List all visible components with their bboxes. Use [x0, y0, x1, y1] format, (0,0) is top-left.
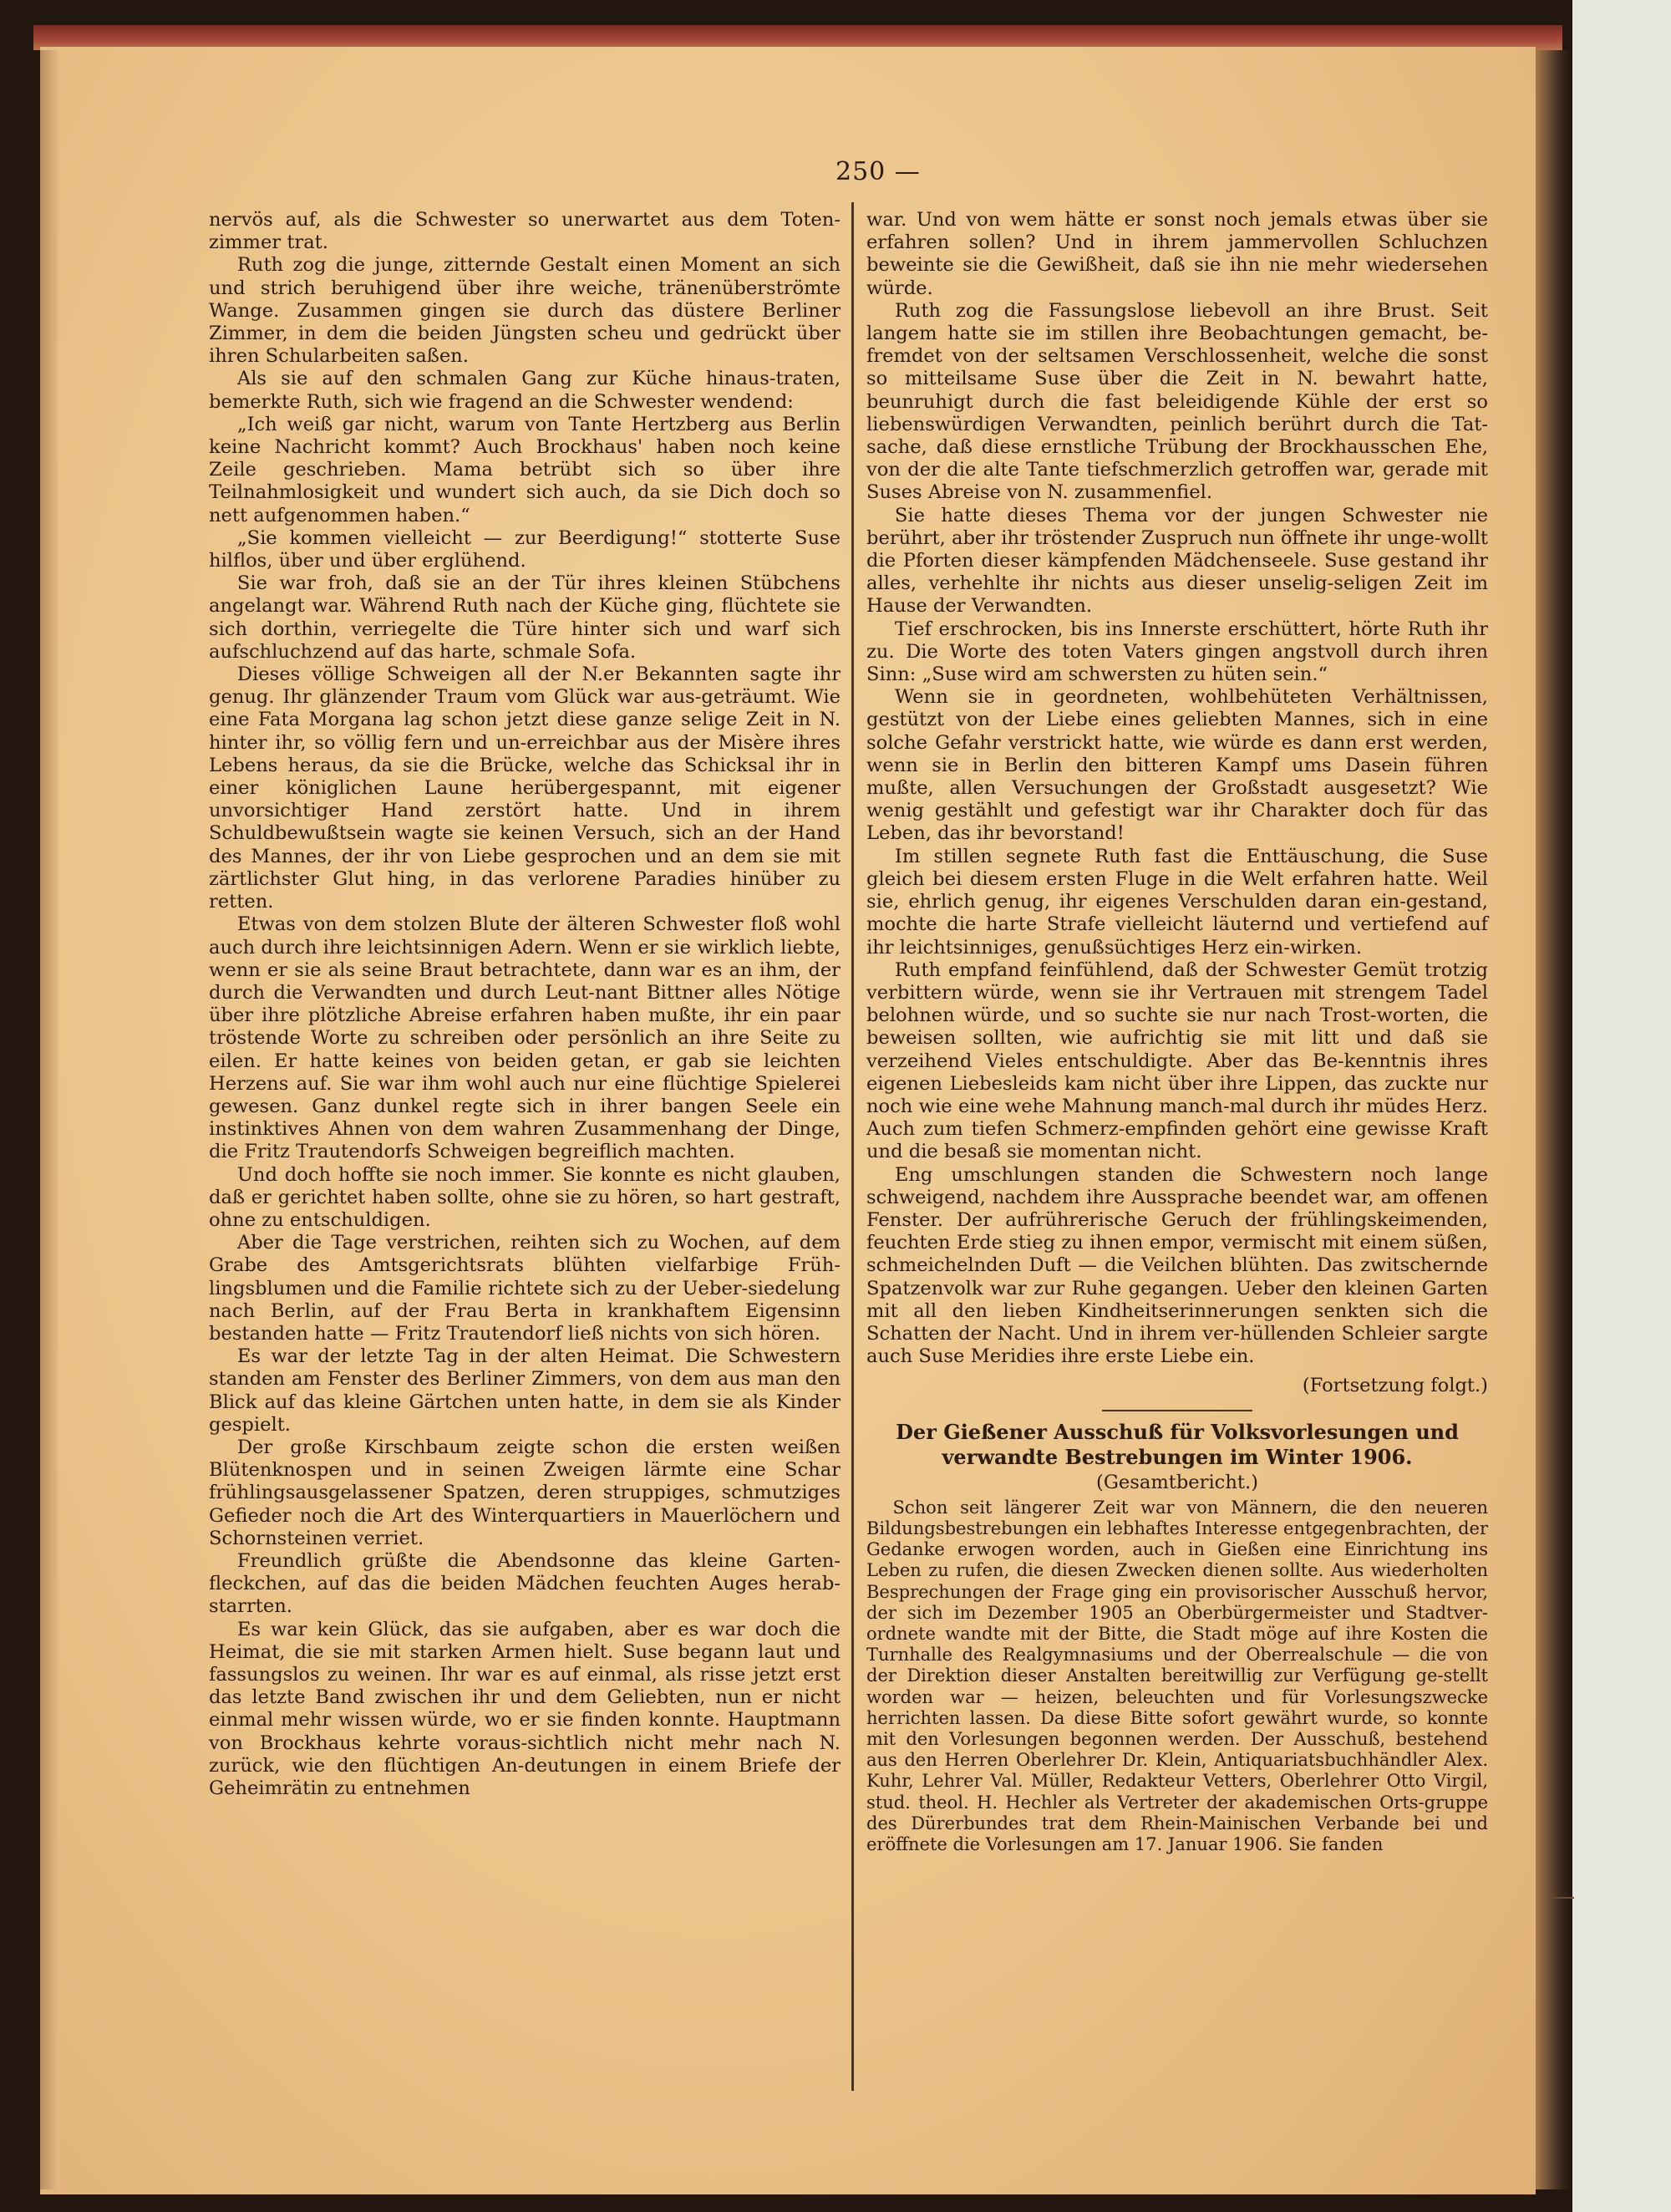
paragraph: Es war der letzte Tag in der alten Heimat. Die Schwestern standen am Fenster des Berliner Zimmers, von dem aus man den Blick auf das kleine Gärtchen unten hatte, in dem sie als Kinder gespielt.	[209, 1345, 841, 1436]
paragraph: Es war kein Glück, das sie aufgaben, aber es war doch die Heimat, die sie mit starken Armen hielt. Suse begann laut und fassungslos zu weinen. Ihr war es auf einmal, als risse jetzt erst das letzte Band zwischen ihr und dem Geliebten, nun er nicht einmal mehr wissen würde, wo er sie finden konnte. Hauptmann von Brockhaus kehrte voraus-sichtlich nicht mehr nach N. zurück, wie den flüchtigen An-deutungen in einem Briefe der Geheimrätin zu entnehmen	[209, 1618, 841, 1800]
binding-margin	[1572, 0, 1671, 2212]
left-column	[209, 209, 841, 1800]
paragraph: Sie war froh, daß sie an der Tür ihres kleinen Stübchens angelangt war. Während Ruth nach der Küche ging, flüchtete sie sich dorthin, verriegelte die Türe hinter sich und warf sich aufschluchzend auf das harte, schmale Sofa.	[209, 572, 841, 663]
paragraph: Und doch hoffte sie noch immer. Sie konnte es nicht glauben, daß er gerichtet haben sollte, ohne sie zu hören, so hart gestraft, ohne zu entschuldigen.	[209, 1163, 841, 1231]
paragraph: Ruth zog die junge, zitternde Gestalt einen Moment an sich und strich beruhigend über ihre weiche, tränenüberströmte Wange. Zusammen gingen sie durch das düstere Berliner Zimmer, in dem die beiden Jüngsten scheu und gedrückt über ihren Schularbeiten saßen.	[209, 254, 841, 368]
page-gutter	[40, 50, 58, 2189]
page-edge-right	[1536, 50, 1571, 2189]
paragraph: „Ich weiß gar nicht, warum von Tante Hertzberg aus Berlin keine Nachricht kommt? Auch Brockhaus' haben noch keine Zeile geschrieben. Mama betrübt sich so über ihre Teilnahmlosigkeit und wundert sich auch, da sie Dich doch so nett aufgenommen haben.“	[209, 413, 841, 526]
paragraph: Eng umschlungen standen die Schwestern noch lange schweigend, nachdem ihre Aussprache beendet war, am offenen Fenster. Der aufrührerische Geruch der frühlingskeimenden, feuchten Erde stieg zu ihnen empor, vermischt mit einem süßen, schmeichelnden Duft — die Veilchen blühten. Das zwitschernde Spatzenvolk war zur Ruhe gegangen. Ueber den kleinen Garten mit all den lieben Kindheitserinnerungen senkten sich die Schatten der Nacht. Und in ihrem ver-hüllenden Schleier sargte auch Suse Meridies ihre erste Liebe ein.	[866, 1163, 1488, 1368]
paragraph: Freundlich grüßte die Abendsonne das kleine Garten-fleckchen, auf das die beiden Mädchen feuchten Auges herab-starrten.	[209, 1549, 841, 1618]
paragraph: Aber die Tage verstrichen, reihten sich zu Wochen, auf dem Grabe des Amtsgerichtsrats blühten vielfarbige Früh-lingsblumen und die Familie richtete sich zu der Ueber-siedelung nach Berlin, auf der Frau Berta in krankhaftem Eigensinn bestanden hatte — Fritz Trautendorf ließ nichts von sich hören.	[209, 1232, 841, 1345]
paragraph: war. Und von wem hätte er sonst noch jemals etwas über sie erfahren sollen? Und in ihrem jammervollen Schluchzen beweinte sie die Gewißheit, daß sie ihn nie mehr wiedersehen würde.	[866, 209, 1488, 299]
paragraph: Ruth empfand feinfühlend, daß der Schwester Gemüt trotzig verbittern würde, wenn sie ihr Vertrauen mit strengem Tadel belohnen würde, und so suchte sie nur nach Trost-worten, die beweisen sollten, wie aufrichtig sie mit litt und daß sie verzeihend Vieles entschuldigte. Aber das Be-kenntnis ihres eigenen Liebesleids kam nicht über ihre Lippen, das zuckte nur noch wie eine wehe Mahnung manch-mal durch ihr müdes Herz. Auch zum tiefen Schmerz-empfinden gehört eine gewisse Kraft und die besaß sie momentan nicht.	[866, 959, 1488, 1163]
page-number: 250 —	[836, 157, 921, 186]
section-rule	[1102, 1410, 1252, 1411]
article-body: Schon seit längerer Zeit war von Männern, die den neueren Bildungsbestrebungen ein lebhaftes Interesse entgegenbrachten, der Gedanke erwogen worden, auch in Gießen eine Einrichtung ins Leben zu rufen, die diesen Zwecken dienen sollte. Aus wiederholten Besprechungen der Frage ging ein provisorischer Ausschuß hervor, der sich im Dezember 1905 an Oberbürgermeister und Stadtver-ordnete wandte mit der Bitte, die Stadt möge auf ihre Kosten die Turnhalle des Realgymnasiums und der Oberrealschule — die von der Direktion dieser Anstalten bereitwillig zur Verfügung ge-stellt worden war — heizen, beleuchten und für Vorlesungszwecke herrichten lassen. Da diese Bitte sofort gewährt wurde, so konnte mit den Vorlesungen begonnen werden. Der Ausschuß, bestehend aus den Herren Oberlehrer Dr. Klein, Antiquariatsbuchhändler Alex. Kuhr, Lehrer Val. Müller, Redakteur Vetters, Oberlehrer Otto Virgil, stud. theol. H. Hechler als Vertreter der akademischen Orts-gruppe des Dürerbundes trat dem Rhein-Mainischen Verbande bei und eröffnete die Vorlesungen am 17. Januar 1906. Sie fanden	[866, 1497, 1488, 1855]
column-divider	[851, 202, 854, 2091]
article-title: Der Gießener Ausschuß für Volksvorlesungen und verwandte Bestrebungen im Winter 1906.	[896, 1419, 1459, 1469]
paragraph: Tief erschrocken, bis ins Innerste erschüttert, hörte Ruth ihr zu. Die Worte des toten Vaters gingen angstvoll durch ihren Sinn: „Suse wird am schwersten zu hüten sein.“	[866, 618, 1488, 686]
paragraph: nervös auf, als die Schwester so unerwartet aus dem Toten-zimmer trat.	[209, 209, 841, 254]
paragraph: Etwas von dem stolzen Blute der älteren Schwester floß wohl auch durch ihre leichtsinnigen Adern. Wenn er sie wirklich liebte, wenn er sie als seine Braut betrachtete, dann war es an ihm, der durch die Verwandten und durch Leut-nant Bittner alles Nötige über ihre plötzliche Abreise erfahren haben mußte, ihr ein paar tröstende Worte zu schreiben oder persönlich an ihre Seite zu eilen. Er hatte keines von beiden getan, er gab sie leichten Herzens auf. Sie war ihm wohl auch nur eine flüchtige Spielerei gewesen. Ganz dunkel regte sich in ihrer bangen Seele ein instinktives Ahnen von dem wahren Zusammenhang der Dinge, die Fritz Trautendorfs Schweigen begreiflich machten.	[209, 913, 841, 1163]
continued-note: (Fortsetzung folgt.)	[1302, 1375, 1488, 1397]
paragraph: „Sie kommen vielleicht — zur Beerdigung!“ stotterte Suse hilflos, über und über erglühend.	[209, 526, 841, 572]
paragraph: Der große Kirschbaum zeigte schon die ersten weißen Blütenknospen und in seinen Zweigen lärmte eine Schar frühlingsausgelassener Spatzen, deren struppiges, schmutziges Gefieder noch die Art des Winterquartiers in Mauerlöchern und Schornsteinen verriet.	[209, 1436, 841, 1549]
paragraph: Sie hatte dieses Thema vor der jungen Schwester nie berührt, aber ihr tröstender Zuspruch nun öffnete ihr unge-wollt die Pforten dieser kämpfenden Mädchenseele. Suse gestand ihr alles, verhehlte ihr nichts aus dieser unselig-seligen Zeit im Hause der Verwandten.	[866, 504, 1488, 618]
paragraph: Als sie auf den schmalen Gang zur Küche hinaus-traten, bemerkte Ruth, sich wie fragend an die Schwester wendend:	[209, 368, 841, 413]
article-subtitle: (Gesamtbericht.)	[1096, 1471, 1258, 1493]
right-column	[866, 209, 1488, 1855]
paragraph: Im stillen segnete Ruth fast die Enttäuschung, die Suse gleich bei diesem ersten Fluge in die Welt erfahren hatte. Weil sie, ehrlich genug, ihr eigenes Verschulden daran ein-gestand, mochte die harte Strafe vielleicht läuternd und vertiefend auf ihr leichtsinniges, genußsüchtiges Herz ein-wirken.	[866, 845, 1488, 959]
paragraph: Ruth zog die Fassungslose liebevoll an ihre Brust. Seit langem hatte sie im stillen ihre Beobachtungen gemacht, be-fremdet von der seltsamen Verschlossenheit, welche die sonst so mitteilsame Suse über die Zeit in N. bewahrt hatte, beunruhigt durch die fast beleidigende Kühle der erst so liebenswürdigen Verwandten, peinlich berührt durch die Tat-sache, daß diese ernstliche Trübung der Brockhausschen Ehe, von der die alte Tante tiefschmerzlich getroffen war, gerade mit Suses Abreise von N. zusammenfiel.	[866, 299, 1488, 504]
paragraph: Dieses völlige Schweigen all der N.er Bekannten sagte ihr genug. Ihr glänzender Traum vom Glück war aus-geträumt. Wie eine Fata Morgana lag schon jetzt diese ganze selige Zeit in N. hinter ihr, so völlig fern und un-erreichbar aus der Misère ihres Lebens heraus, da sie die Brücke, welche das Schicksal ihr in einer königlichen Laune herübergespannt, mit eigener unvorsichtiger Hand zerstört hatte. Und in ihrem Schuldbewußtsein wagte sie keinen Versuch, sich an der Hand des Mannes, der ihr von Liebe gesprochen und an dem sie mit zärtlichster Glut hing, in das verlorene Paradies hinüber zu retten.	[209, 664, 841, 913]
paragraph: Wenn sie in geordneten, wohlbehüteten Verhältnissen, gestützt von der Liebe eines geliebten Mannes, sich in eine solche Gefahr verstrickt hatte, wie würde es dann erst werden, wenn sie in Berlin den bitteren Kampf ums Dasein führen mußte, allen Versuchungen der Großstadt ausgesetzt? Wie wenig gestählt und gefestigt war ihr Charakter doch für das Leben, das ihr bevorstand!	[866, 686, 1488, 845]
binding-mark	[1552, 1897, 1574, 1899]
